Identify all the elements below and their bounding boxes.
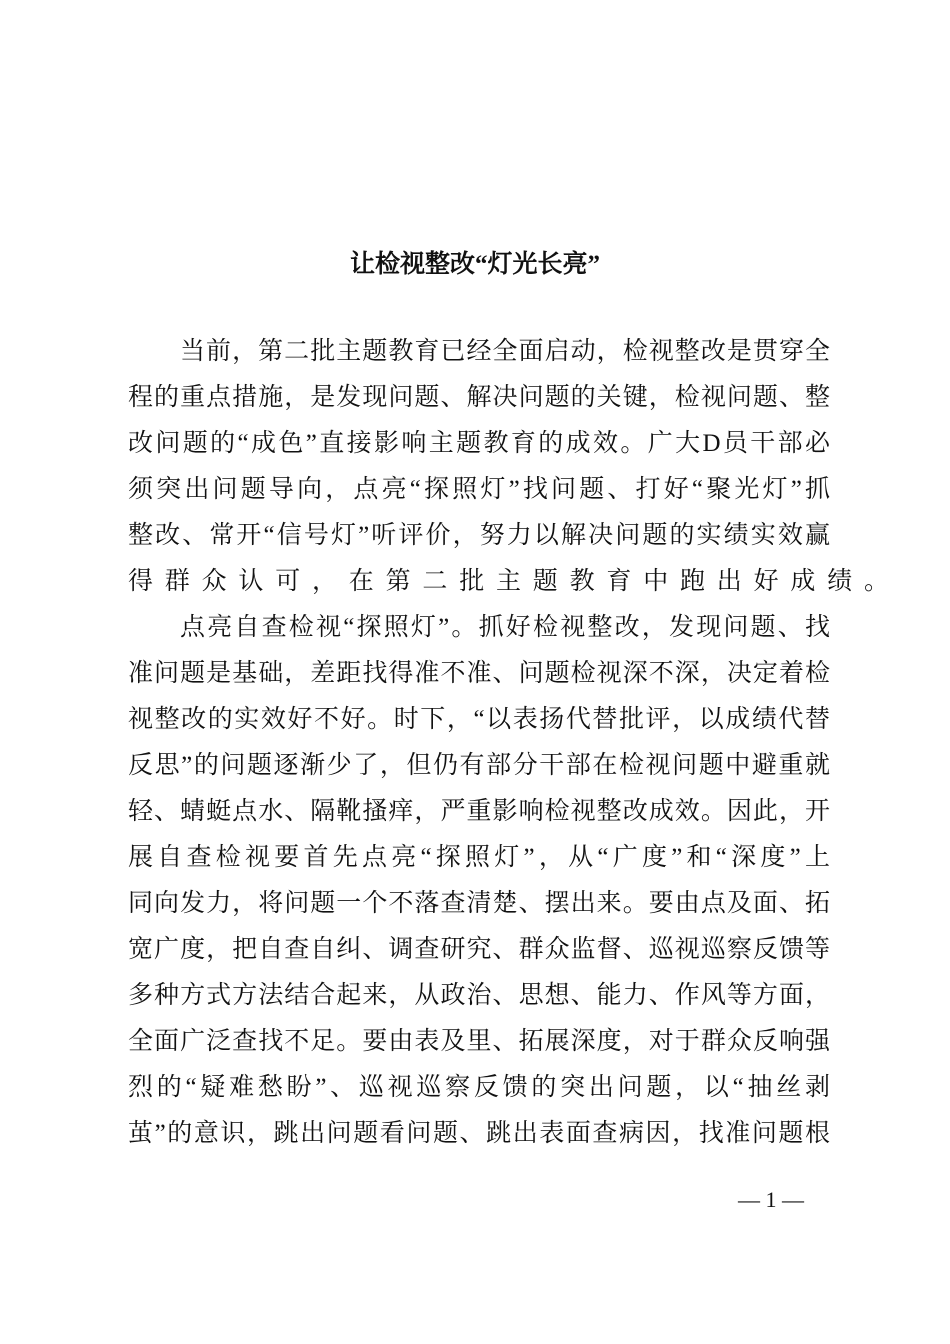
page-number: — 1 — xyxy=(738,1187,804,1212)
text-line: 准问题是基础，差距找得准不准、问题检视深不深，决定着检 xyxy=(128,660,830,687)
text-line: 视整改的实效好不好。时下，“以表扬代替批评，以成绩代替 xyxy=(128,706,830,733)
text-line: 程的重点措施，是发现问题、解决问题的关键，检视问题、整 xyxy=(128,384,830,411)
text-line: 点亮自查检视“探照灯”。抓好检视整改，发现问题、找 xyxy=(180,614,830,641)
document-title: 让检视整改“灯光长亮” xyxy=(349,251,600,278)
text-line: 多种方式方法结合起来，从政治、思想、能力、作风等方面， xyxy=(128,982,830,1009)
text-line: 反思”的问题逐渐少了，但仍有部分干部在检视问题中避重就 xyxy=(128,752,830,779)
text-line: 整改、常开“信号灯”听评价，努力以解决问题的实绩实效赢 xyxy=(128,522,830,549)
text-line: 茧”的意识，跳出问题看问题、跳出表面查病因，找准问题根 xyxy=(128,1120,830,1147)
text-line: 宽广度，把自查自纠、调查研究、群众监督、巡视巡察反馈等 xyxy=(128,936,830,963)
text-line: 改问题的“成色”直接影响主题教育的成效。广大D员干部必 xyxy=(128,430,830,457)
text-line: 须突出问题导向，点亮“探照灯”找问题、打好“聚光灯”抓 xyxy=(128,476,830,503)
document-body xyxy=(128,334,901,1162)
text-line: 展自查检视要首先点亮“探照灯”，从“广度”和“深度”上 xyxy=(128,844,830,871)
text-line: 同向发力，将问题一个不落查清楚、摆出来。要由点及面、拓 xyxy=(128,890,830,917)
text-line: 轻、蜻蜓点水、隔靴搔痒，严重影响检视整改成效。因此，开 xyxy=(128,798,830,825)
text-line: 烈的“疑难愁盼”、巡视巡察反馈的突出问题，以“抽丝剥 xyxy=(128,1074,830,1101)
text-line: 当前，第二批主题教育已经全面启动，检视整改是贯穿全 xyxy=(180,338,830,365)
text-line: 全面广泛查找不足。要由表及里、拓展深度，对于群众反响强 xyxy=(128,1028,830,1055)
text-line: 得群众认可，在第二批主题教育中跑出好成绩。 xyxy=(128,568,901,595)
